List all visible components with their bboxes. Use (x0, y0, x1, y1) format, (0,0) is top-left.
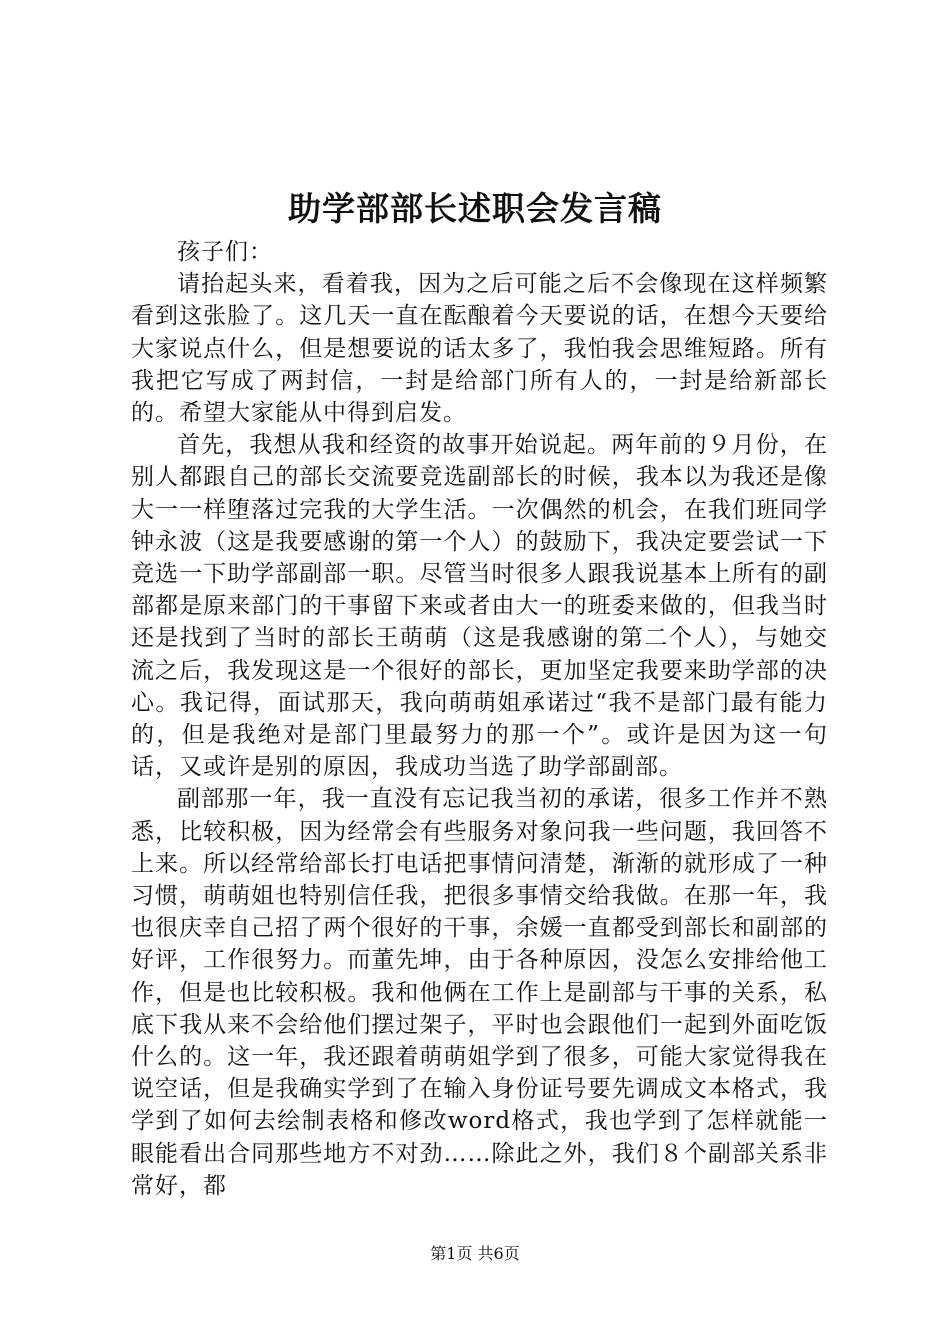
body-paragraph: 副部那一年，我一直没有忘记我当初的承诺，很多工作并不熟悉，比较积极，因为经常会有些服务对象问我一些问题，我回答不上来。所以经常给部长打电话把事情问清楚，渐渐的就形成了一种习惯，萌萌姐也特别信任我，把很多事情交给我做。在那一年，我也很庆幸自己招了两个很好的干事，余媛一直都受到部长和副部的好评，工作很努力。而董先坤，由于各种原因，没怎么安排给他工作，但是也比较积极。我和他俩在工作上是副部与干事的关系，私底下我从来不会给他们摆过架子，平时也会跟他们一起到外面吃饭什么的。这一年，我还跟着萌萌姐学到了很多，可能大家觉得我在说空话，但是我确实学到了在输入身份证号要先调成文本格式，我学到了如何去绘制表格和修改word格式，我也学到了怎样就能一眼能看出合同那些地方不对劲……除此之外，我们８个副部关系非常好，都 (131, 786, 828, 1199)
document-title: 助学部部长述职会发言稿 (288, 189, 662, 228)
body-paragraph: 请抬起头来，看着我，因为之后可能之后不会像现在这样频繁看到这张脸了。这几天一直在酝酿着今天要说的话，在想今天要给大家说点什么，但是想要说的话太多了，我怕我会思维短路。所有我把它写成了两封信，一封是给部门所有人的，一封是给新部长的。希望大家能从中得到启发。 (131, 271, 828, 427)
page-footer: 第1页 共6页 (430, 1244, 520, 1263)
salutation-paragraph: 孩子们： (177, 239, 273, 265)
body-paragraph: 首先，我想从我和经资的故事开始说起。两年前的９月份，在别人都跟自己的部长交流要竞选副部长的时候，我本以为我还是像大一一样堕落过完我的大学生活。一次偶然的机会，在我们班同学钟永波（这是我要感谢的第一个人）的鼓励下，我决定要尝试一下竞选一下助学部副部一职。尽管当时很多人跟我说基本上所有的副部都是原来部门的干事留下来或者由大一的班委来做的，但我当时还是找到了当时的部长王萌萌（这是我感谢的第二个人），与她交流之后，我发现这是一个很好的部长，更加坚定我要来助学部的决心。我记得，面试那天，我向萌萌姐承诺过“我不是部门最有能力的，但是我绝对是部门里最努力的那一个”。或许是因为这一句话，又或许是别的原因，我成功当选了助学部副部。 (131, 432, 828, 781)
document-body (131, 236, 828, 1202)
